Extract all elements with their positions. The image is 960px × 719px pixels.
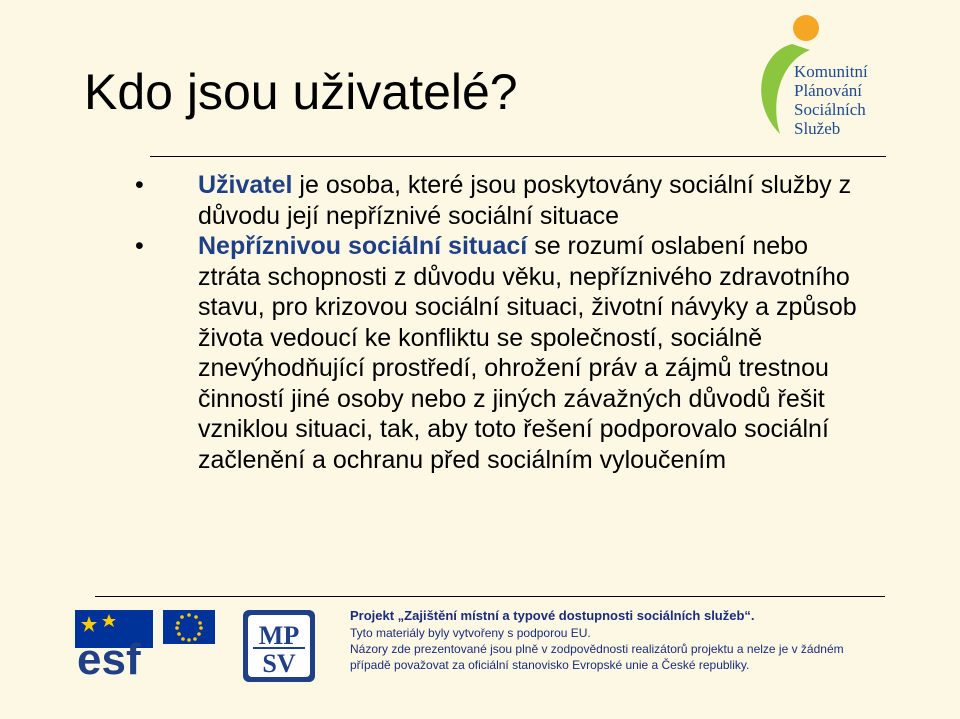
bullet-1-text: je osoba, které jsou poskytovány sociální služby z důvodu její nepříznivé sociální situace	[198, 171, 852, 230]
bullet-2-text: se rozumí oslabení nebo ztráta schopnosti z důvodu věku, nepříznivého zdravotního stavu, pro krizovou sociální situaci, životní návyky a způsob života vedoucí ke konfliktu se společností, sociálně znevýhodňující prostředí, ohrožení práv a zájmů trestnou činností jiné osoby nebo z jiných závažných důvodů řešit vzniklou situaci, tak, aby toto řešení podporovalo sociální začlenění a ochranu před sociálním vyloučením	[198, 232, 857, 474]
kpss-logo	[740, 12, 940, 142]
logo-text	[794, 62, 868, 138]
bullet-list	[135, 170, 875, 475]
bullet-item-user	[135, 170, 875, 231]
bullet-1-bold: Uživatel	[198, 171, 293, 199]
logo-line-3: Sociálních	[794, 100, 866, 119]
footer-line-3: případě považovat za oficiální stanovisko Evropské unie a České republiky.	[350, 658, 750, 672]
bullet-item-situation	[135, 231, 875, 475]
logo-line-2: Plánování	[794, 81, 862, 100]
esf-label: esf	[77, 635, 141, 684]
slide-title: Kdo jsou uživatelé?	[84, 64, 518, 120]
footer-line-1: Tyto materiály byly vytvořeny s podporou EU.	[350, 626, 591, 640]
mpsv-logo	[243, 610, 315, 682]
footer-line-2: Názory zde prezentované jsou plně v zodpovědnosti realizátorů projektu a nelze je v žádném	[350, 642, 844, 656]
logo-line-4: Služeb	[794, 119, 841, 138]
footer-project-title: Projekt „Zajištění místní a typové dostupnosti sociálních služeb“.	[350, 608, 755, 623]
footer-text	[350, 606, 940, 673]
footer-logos	[75, 604, 335, 714]
sun-icon	[793, 15, 819, 41]
funding-logos	[75, 604, 335, 714]
bullet-2-bold: Nepříznivou sociální situací	[198, 232, 528, 260]
logo-line-1: Komunitní	[794, 62, 868, 81]
footer-divider	[95, 596, 885, 597]
mpsv-top: MP	[258, 621, 300, 650]
esf-logo	[75, 610, 153, 684]
mpsv-bottom: SV	[262, 649, 296, 678]
title-divider	[150, 156, 886, 157]
eu-flag-icon	[163, 610, 215, 644]
